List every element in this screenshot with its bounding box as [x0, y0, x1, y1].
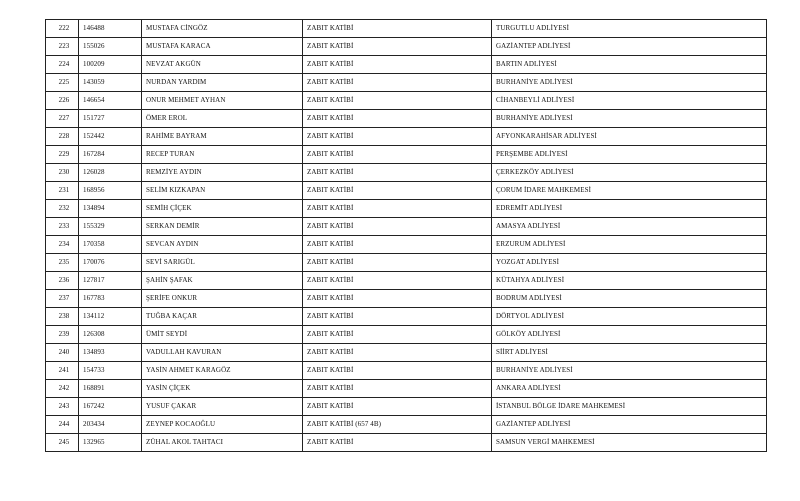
- table-row: [46, 74, 767, 92]
- table-row: [46, 434, 767, 452]
- table-row: [46, 164, 767, 182]
- table-row: [46, 218, 767, 236]
- table-row: [46, 200, 767, 218]
- job-title-cell: ZABIT KATİBİ: [303, 344, 492, 362]
- registry-number-cell: 154733: [79, 362, 142, 380]
- table-row: [46, 146, 767, 164]
- assigned-unit-cell: BURHANİYE ADLİYESİ: [492, 74, 767, 92]
- job-title-cell: ZABIT KATİBİ: [303, 74, 492, 92]
- registry-number-cell: 152442: [79, 128, 142, 146]
- full-name-cell: ÖMER EROL: [142, 110, 303, 128]
- job-title-cell: ZABIT KATİBİ: [303, 326, 492, 344]
- row-number-cell: 228: [46, 128, 79, 146]
- job-title-cell: ZABIT KATİBİ: [303, 398, 492, 416]
- registry-number-cell: 134112: [79, 308, 142, 326]
- table-row: [46, 344, 767, 362]
- registry-number-cell: 132965: [79, 434, 142, 452]
- registry-number-cell: 168891: [79, 380, 142, 398]
- table-row: [46, 236, 767, 254]
- full-name-cell: ŞERİFE ONKUR: [142, 290, 303, 308]
- table-row: [46, 56, 767, 74]
- row-number-cell: 245: [46, 434, 79, 452]
- assigned-unit-cell: YOZGAT ADLİYESİ: [492, 254, 767, 272]
- assigned-unit-cell: ÇERKEZKÖY ADLİYESİ: [492, 164, 767, 182]
- full-name-cell: YUSUF ÇAKAR: [142, 398, 303, 416]
- assigned-unit-cell: GAZİANTEP ADLİYESİ: [492, 38, 767, 56]
- full-name-cell: MUSTAFA CİNGÖZ: [142, 20, 303, 38]
- row-number-cell: 238: [46, 308, 79, 326]
- assigned-unit-cell: GAZİANTEP ADLİYESİ: [492, 416, 767, 434]
- full-name-cell: ŞAHİN ŞAFAK: [142, 272, 303, 290]
- assigned-unit-cell: GÖLKÖY ADLİYESİ: [492, 326, 767, 344]
- job-title-cell: ZABIT KATİBİ: [303, 146, 492, 164]
- row-number-cell: 229: [46, 146, 79, 164]
- job-title-cell: ZABIT KATİBİ: [303, 362, 492, 380]
- job-title-cell: ZABIT KATİBİ (657 4B): [303, 416, 492, 434]
- registry-number-cell: 167284: [79, 146, 142, 164]
- job-title-cell: ZABIT KATİBİ: [303, 182, 492, 200]
- job-title-cell: ZABIT KATİBİ: [303, 200, 492, 218]
- full-name-cell: SEVCAN AYDIN: [142, 236, 303, 254]
- assigned-unit-cell: DÖRTYOL ADLİYESİ: [492, 308, 767, 326]
- table-row: [46, 128, 767, 146]
- assigned-unit-cell: CİHANBEYLİ ADLİYESİ: [492, 92, 767, 110]
- job-title-cell: ZABIT KATİBİ: [303, 92, 492, 110]
- table-row: [46, 362, 767, 380]
- full-name-cell: ZEYNEP KOCAOĞLU: [142, 416, 303, 434]
- row-number-cell: 242: [46, 380, 79, 398]
- table-row: [46, 416, 767, 434]
- assigned-unit-cell: BODRUM ADLİYESİ: [492, 290, 767, 308]
- job-title-cell: ZABIT KATİBİ: [303, 236, 492, 254]
- registry-number-cell: 134893: [79, 344, 142, 362]
- assigned-unit-cell: PERŞEMBE ADLİYESİ: [492, 146, 767, 164]
- registry-number-cell: 151727: [79, 110, 142, 128]
- table-row: [46, 38, 767, 56]
- table-row: [46, 290, 767, 308]
- full-name-cell: VADULLAH KAVURAN: [142, 344, 303, 362]
- row-number-cell: 241: [46, 362, 79, 380]
- assigned-unit-cell: ANKARA ADLİYESİ: [492, 380, 767, 398]
- assigned-unit-cell: SAMSUN VERGİ MAHKEMESİ: [492, 434, 767, 452]
- row-number-cell: 239: [46, 326, 79, 344]
- table-row: [46, 398, 767, 416]
- table-row: [46, 20, 767, 38]
- row-number-cell: 224: [46, 56, 79, 74]
- assigned-unit-cell: SİİRT ADLİYESİ: [492, 344, 767, 362]
- row-number-cell: 236: [46, 272, 79, 290]
- table-row: [46, 308, 767, 326]
- row-number-cell: 231: [46, 182, 79, 200]
- registry-number-cell: 170358: [79, 236, 142, 254]
- job-title-cell: ZABIT KATİBİ: [303, 308, 492, 326]
- table-body: [46, 20, 767, 452]
- row-number-cell: 226: [46, 92, 79, 110]
- job-title-cell: ZABIT KATİBİ: [303, 218, 492, 236]
- job-title-cell: ZABIT KATİBİ: [303, 38, 492, 56]
- full-name-cell: RECEP TURAN: [142, 146, 303, 164]
- full-name-cell: REMZİYE AYDIN: [142, 164, 303, 182]
- registry-number-cell: 146488: [79, 20, 142, 38]
- registry-number-cell: 167242: [79, 398, 142, 416]
- row-number-cell: 244: [46, 416, 79, 434]
- assigned-unit-cell: KÜTAHYA ADLİYESİ: [492, 272, 767, 290]
- job-title-cell: ZABIT KATİBİ: [303, 56, 492, 74]
- assigned-unit-cell: AFYONKARAHİSAR ADLİYESİ: [492, 128, 767, 146]
- job-title-cell: ZABIT KATİBİ: [303, 20, 492, 38]
- row-number-cell: 240: [46, 344, 79, 362]
- assigned-unit-cell: EDREMİT ADLİYESİ: [492, 200, 767, 218]
- row-number-cell: 223: [46, 38, 79, 56]
- full-name-cell: NURDAN YARDIM: [142, 74, 303, 92]
- assigned-unit-cell: AMASYA ADLİYESİ: [492, 218, 767, 236]
- job-title-cell: ZABIT KATİBİ: [303, 164, 492, 182]
- job-title-cell: ZABIT KATİBİ: [303, 254, 492, 272]
- full-name-cell: SELİM KIZKAPAN: [142, 182, 303, 200]
- registry-number-cell: 126308: [79, 326, 142, 344]
- job-title-cell: ZABIT KATİBİ: [303, 128, 492, 146]
- registry-number-cell: 134894: [79, 200, 142, 218]
- row-number-cell: 232: [46, 200, 79, 218]
- full-name-cell: MUSTAFA KARACA: [142, 38, 303, 56]
- job-title-cell: ZABIT KATİBİ: [303, 290, 492, 308]
- table-row: [46, 254, 767, 272]
- full-name-cell: ZÜHAL AKOL TAHTACI: [142, 434, 303, 452]
- registry-number-cell: 170076: [79, 254, 142, 272]
- assigned-unit-cell: ÇORUM İDARE MAHKEMESİ: [492, 182, 767, 200]
- full-name-cell: SEMİH ÇİÇEK: [142, 200, 303, 218]
- row-number-cell: 225: [46, 74, 79, 92]
- assigned-unit-cell: BURHANİYE ADLİYESİ: [492, 362, 767, 380]
- job-title-cell: ZABIT KATİBİ: [303, 434, 492, 452]
- row-number-cell: 222: [46, 20, 79, 38]
- registry-number-cell: 155026: [79, 38, 142, 56]
- table-row: [46, 272, 767, 290]
- job-title-cell: ZABIT KATİBİ: [303, 272, 492, 290]
- table-row: [46, 182, 767, 200]
- row-number-cell: 243: [46, 398, 79, 416]
- registry-number-cell: 146654: [79, 92, 142, 110]
- assigned-unit-cell: BURHANİYE ADLİYESİ: [492, 110, 767, 128]
- job-title-cell: ZABIT KATİBİ: [303, 110, 492, 128]
- assigned-unit-cell: BARTIN ADLİYESİ: [492, 56, 767, 74]
- job-title-cell: ZABIT KATİBİ: [303, 380, 492, 398]
- assigned-unit-cell: İSTANBUL BÖLGE İDARE MAHKEMESİ: [492, 398, 767, 416]
- row-number-cell: 237: [46, 290, 79, 308]
- full-name-cell: TUĞBA KAÇAR: [142, 308, 303, 326]
- full-name-cell: ONUR MEHMET AYHAN: [142, 92, 303, 110]
- row-number-cell: 234: [46, 236, 79, 254]
- registry-number-cell: 203434: [79, 416, 142, 434]
- table-row: [46, 92, 767, 110]
- full-name-cell: SERKAN DEMİR: [142, 218, 303, 236]
- registry-number-cell: 155329: [79, 218, 142, 236]
- full-name-cell: ÜMİT SEYDİ: [142, 326, 303, 344]
- registry-number-cell: 126028: [79, 164, 142, 182]
- registry-number-cell: 143059: [79, 74, 142, 92]
- row-number-cell: 235: [46, 254, 79, 272]
- registry-number-cell: 100209: [79, 56, 142, 74]
- full-name-cell: YASİN AHMET KARAGÖZ: [142, 362, 303, 380]
- personnel-table: [45, 19, 767, 452]
- full-name-cell: NEVZAT AKGÜN: [142, 56, 303, 74]
- row-number-cell: 227: [46, 110, 79, 128]
- table-row: [46, 326, 767, 344]
- table-row: [46, 110, 767, 128]
- registry-number-cell: 127817: [79, 272, 142, 290]
- registry-number-cell: 167783: [79, 290, 142, 308]
- assigned-unit-cell: ERZURUM ADLİYESİ: [492, 236, 767, 254]
- full-name-cell: SEVİ SARIGÜL: [142, 254, 303, 272]
- registry-number-cell: 168956: [79, 182, 142, 200]
- assigned-unit-cell: TURGUTLU ADLİYESİ: [492, 20, 767, 38]
- full-name-cell: YASİN ÇİÇEK: [142, 380, 303, 398]
- row-number-cell: 233: [46, 218, 79, 236]
- full-name-cell: RAHİME BAYRAM: [142, 128, 303, 146]
- table-row: [46, 380, 767, 398]
- row-number-cell: 230: [46, 164, 79, 182]
